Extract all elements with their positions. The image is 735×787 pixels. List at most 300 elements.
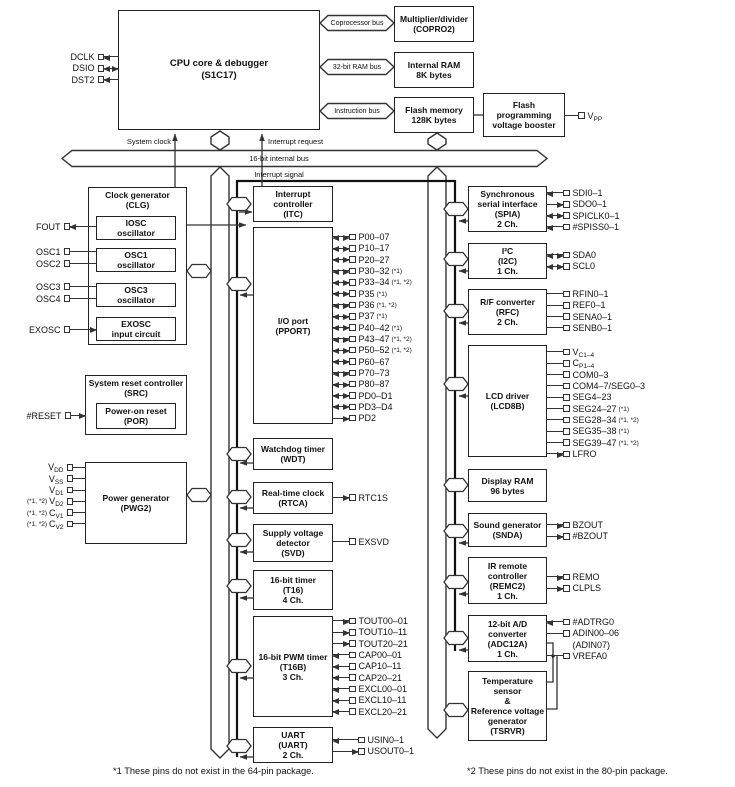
pin-row bbox=[333, 390, 412, 401]
pin-label: P70–73 bbox=[358, 367, 390, 378]
block-spi bbox=[468, 186, 547, 232]
pin-wire-icon bbox=[70, 251, 96, 252]
block-label-line: (REMC2) bbox=[489, 580, 526, 591]
pin-row bbox=[333, 288, 412, 299]
block-label-line: 1 Ch. bbox=[497, 590, 518, 601]
pin-row bbox=[68, 63, 118, 74]
pin-label: V bbox=[48, 473, 55, 484]
pin-label: V bbox=[587, 110, 594, 121]
pin-label: USOUT0–1 bbox=[367, 746, 415, 757]
left-bus-connector bbox=[211, 131, 229, 150]
pin-pad-icon bbox=[563, 371, 570, 378]
pin-wire-icon bbox=[333, 282, 349, 283]
block-label-line: generator bbox=[487, 716, 528, 726]
pin-label: DST2 bbox=[71, 74, 95, 85]
pin-footnote-ref: (*1) bbox=[391, 267, 403, 275]
pin-label: COM0–3 bbox=[572, 369, 609, 380]
pin-label: SDO0–1 bbox=[572, 199, 608, 210]
pin-wire-icon bbox=[333, 395, 349, 396]
pin-wire-icon bbox=[73, 478, 85, 479]
pin-group-pwm-timer bbox=[333, 615, 408, 717]
pin-label: SENB0–1 bbox=[572, 322, 613, 333]
pin-row bbox=[547, 571, 601, 582]
pin-label: SEG39–47 bbox=[572, 437, 617, 448]
pin-label: P20–27 bbox=[358, 254, 390, 265]
pin-row bbox=[27, 462, 85, 473]
pin-label: V bbox=[49, 496, 56, 507]
bus-tap-icon bbox=[444, 632, 468, 645]
block-label-line: (SVD) bbox=[281, 548, 305, 558]
bus-tap-icon bbox=[444, 479, 468, 492]
pin-label-sub: P1–4 bbox=[579, 363, 595, 371]
block-real-time-clock bbox=[253, 482, 333, 514]
block-16bit-timer bbox=[253, 570, 333, 610]
pin-pad-icon bbox=[358, 737, 365, 744]
block-label-line: 2 Ch. bbox=[497, 219, 518, 229]
pin-label: USIN0–1 bbox=[367, 734, 405, 745]
bus-tap-icon bbox=[187, 489, 211, 502]
pin-label: CLPLS bbox=[572, 583, 602, 594]
pin-wire-icon bbox=[547, 397, 563, 398]
pin-row-rtc1s bbox=[333, 492, 388, 503]
block-label-line: Flash bbox=[512, 100, 536, 110]
pin-row bbox=[547, 199, 620, 210]
pin-label: V bbox=[572, 346, 579, 357]
pin-label: P33–34 bbox=[358, 277, 390, 288]
pin-wire-icon bbox=[333, 316, 349, 317]
pin-group-power bbox=[27, 462, 85, 530]
pin-wire-icon bbox=[547, 442, 563, 443]
block-label-line: 2 Ch. bbox=[497, 317, 518, 327]
pin-label: C bbox=[49, 507, 56, 518]
pin-row bbox=[333, 277, 412, 288]
block-label-line: oscillator bbox=[117, 295, 155, 305]
pin-label: P40–42 bbox=[358, 322, 390, 333]
pin-row bbox=[547, 311, 612, 322]
block-label-line: voltage booster bbox=[492, 120, 556, 130]
pin-wire-icon bbox=[547, 633, 563, 634]
footnote-2: *2 These pins do not exist in the 80-pin package. bbox=[467, 766, 668, 776]
block-label-line: OSC1 bbox=[124, 250, 148, 260]
block-ir-remote-controller bbox=[468, 557, 547, 604]
pin-wire-icon bbox=[333, 677, 349, 678]
block-16bit-pwm-timer bbox=[253, 616, 333, 717]
pin-footnote-ref: (*1, *2) bbox=[391, 279, 412, 287]
pin-wire-icon bbox=[333, 259, 349, 260]
pin-wire-icon bbox=[547, 316, 563, 317]
pin-wire-icon bbox=[565, 115, 578, 116]
block-label-line: 8K bytes bbox=[416, 70, 452, 80]
block-label-line: (I2C) bbox=[498, 256, 517, 266]
pin-wire-icon bbox=[73, 512, 85, 513]
pin-pad-icon bbox=[349, 697, 356, 704]
block-label-line: (ITC) bbox=[283, 209, 303, 219]
pin-row bbox=[547, 380, 647, 391]
instruction-bus-label: Instruction bus bbox=[334, 107, 380, 115]
block-power-on-reset bbox=[96, 403, 176, 429]
block-flash-voltage-booster bbox=[483, 93, 565, 137]
pin-pad-icon bbox=[349, 538, 356, 545]
pin-pad-icon bbox=[563, 349, 570, 356]
pin-pad-icon bbox=[349, 708, 356, 715]
pin-wire-icon bbox=[333, 418, 349, 419]
pin-label: SDI0–1 bbox=[572, 187, 603, 198]
pin-row bbox=[547, 392, 647, 403]
block-label-line: Interrupt bbox=[275, 189, 311, 199]
pin-label: P80–87 bbox=[358, 379, 390, 390]
pin-label: CAP00–01 bbox=[358, 649, 403, 660]
bus-tap-icon bbox=[187, 265, 211, 278]
block-iosc-oscillator bbox=[96, 216, 176, 240]
block-label-line: CPU core & debugger bbox=[169, 58, 269, 69]
pin-label-sub: DD bbox=[54, 467, 64, 475]
pin-group-spi bbox=[547, 187, 620, 232]
pin-wire-icon bbox=[547, 419, 563, 420]
pin-row-exosc bbox=[29, 324, 96, 335]
bus-tap-icon bbox=[444, 305, 468, 318]
pin-label: SEG4–23 bbox=[572, 392, 612, 403]
block-label-line: serial interface bbox=[477, 199, 538, 209]
pin-wire-icon bbox=[70, 226, 96, 227]
pin-row bbox=[333, 243, 412, 254]
pin-label: SCL0 bbox=[572, 261, 596, 272]
block-label-line: (PPORT) bbox=[275, 325, 311, 336]
block-label-line: (ADC12A) bbox=[487, 638, 528, 649]
block-label-line: R/F converter bbox=[480, 297, 535, 307]
pin-label: VREFA0 bbox=[572, 650, 608, 661]
pin-row bbox=[333, 649, 408, 660]
pin-footnote-ref: (*1, *2) bbox=[618, 416, 639, 424]
pin-label: SEG35–38 bbox=[572, 426, 617, 437]
pin-label: PD0–D1 bbox=[358, 390, 393, 401]
pin-label: P43–47 bbox=[358, 333, 390, 344]
block-label-line: System reset controller bbox=[88, 378, 184, 388]
pin-row-reset bbox=[26, 410, 85, 421]
block-label-line: programming bbox=[496, 110, 552, 120]
pin-pad-icon bbox=[563, 405, 570, 412]
block-label-line: 3 Ch. bbox=[282, 671, 304, 682]
pin-wire-icon bbox=[333, 751, 358, 752]
pin-label: OSC3 bbox=[35, 281, 61, 292]
block-label-line: sensor bbox=[493, 686, 522, 696]
block-label-line: OSC3 bbox=[124, 285, 148, 295]
pin-wire-icon bbox=[547, 215, 563, 216]
block-label-line: (LCD8B) bbox=[490, 401, 525, 411]
pin-row bbox=[333, 367, 412, 378]
pin-label: EXSVD bbox=[358, 536, 390, 547]
pin-row bbox=[547, 531, 608, 542]
pin-wire-icon bbox=[547, 374, 563, 375]
system-clock-label: System clock bbox=[126, 137, 171, 146]
pin-wire-icon bbox=[333, 338, 349, 339]
block-label-line: 1 Ch. bbox=[497, 648, 518, 659]
block-label-line: LCD driver bbox=[485, 391, 530, 401]
pin-row-fout bbox=[36, 221, 96, 232]
pin-footnote-ref: (*1) bbox=[618, 428, 630, 436]
block-label-line: (S1C17) bbox=[201, 70, 237, 81]
pin-footnote-ref: (*1, *2) bbox=[26, 509, 48, 517]
pin-group-sound bbox=[547, 519, 608, 542]
pin-group-debug bbox=[68, 51, 118, 85]
block-label-line: I/O port bbox=[277, 315, 309, 326]
pin-row bbox=[333, 265, 412, 276]
pin-label: OSC1 bbox=[35, 246, 61, 257]
bus-tap-icon bbox=[227, 580, 251, 593]
pin-row bbox=[547, 448, 647, 459]
pin-row bbox=[333, 638, 408, 649]
pin-row bbox=[547, 437, 647, 448]
pin-row-osc3 bbox=[36, 281, 96, 292]
pin-wire-icon bbox=[333, 372, 349, 373]
pin-row-vpp bbox=[565, 110, 602, 121]
pin-label: RTC1S bbox=[358, 492, 388, 503]
block-label-line: Watchdog timer bbox=[261, 444, 325, 454]
pin-row bbox=[333, 356, 412, 367]
pin-pad-icon bbox=[349, 674, 356, 681]
block-label-line: (WDT) bbox=[280, 454, 306, 464]
coprocessor-bus-label: Coprocessor bus bbox=[330, 19, 384, 27]
pin-row bbox=[27, 484, 85, 495]
bus-tap-icon bbox=[227, 491, 251, 504]
pin-label-sub: PP bbox=[593, 115, 603, 123]
pin-wire-icon bbox=[547, 351, 563, 352]
block-temp-sensor-ref-voltage bbox=[468, 671, 547, 741]
pin-row bbox=[333, 379, 412, 390]
block-supply-voltage-detector bbox=[253, 524, 333, 562]
pin-row bbox=[547, 628, 619, 639]
pin-row bbox=[27, 496, 85, 507]
pin-label: COM4–7/SEG0–3 bbox=[572, 380, 646, 391]
block-internal-ram bbox=[394, 52, 474, 88]
pin-label: V bbox=[48, 462, 55, 473]
pin-wire-icon bbox=[547, 621, 563, 622]
pin-row bbox=[333, 661, 408, 672]
block-label-line: (POR) bbox=[123, 416, 149, 426]
pin-pad-icon bbox=[563, 325, 570, 332]
block-label-line: (PWG2) bbox=[120, 503, 152, 513]
block-label-line: detector bbox=[276, 538, 310, 548]
block-label-line: & bbox=[504, 696, 511, 706]
pin-wire-icon bbox=[70, 286, 96, 287]
pin-label: SEG24–27 bbox=[572, 403, 617, 414]
pin-row bbox=[547, 358, 647, 369]
pin-row bbox=[547, 519, 608, 530]
bus-tap-icon bbox=[227, 660, 251, 673]
block-label-line: (SPIA) bbox=[494, 209, 521, 219]
pin-row bbox=[333, 299, 412, 310]
pin-wire-icon bbox=[547, 536, 563, 537]
block-label-line: 96 bytes bbox=[490, 485, 525, 496]
pin-footnote-ref: (*1) bbox=[376, 313, 387, 321]
pin-wire-icon bbox=[104, 79, 118, 80]
block-label-line: Internal RAM bbox=[407, 60, 461, 70]
block-label-line: Multiplier/divider bbox=[399, 14, 468, 24]
pin-row-osc2 bbox=[36, 258, 96, 269]
pin-pad-icon bbox=[563, 360, 570, 367]
bus-tap-icon bbox=[444, 525, 468, 538]
pin-row bbox=[547, 583, 601, 594]
block-label-line: Clock generator bbox=[105, 190, 170, 200]
pin-row bbox=[333, 746, 414, 757]
block-label-line: 1 Ch. bbox=[497, 266, 518, 276]
pin-label: C bbox=[572, 358, 579, 369]
pin-wire-icon bbox=[333, 688, 349, 689]
pin-wire-icon bbox=[333, 739, 358, 740]
pin-pad-icon bbox=[563, 190, 570, 197]
pin-pad-icon bbox=[563, 302, 570, 309]
block-label-line: (RFC) bbox=[495, 307, 520, 317]
bus-tap-icon bbox=[444, 704, 468, 717]
block-label-line: Synchronous bbox=[480, 189, 535, 199]
pin-wire-icon bbox=[333, 632, 349, 633]
pin-label: DCLK bbox=[70, 51, 95, 62]
block-label-line: (T16) bbox=[282, 585, 304, 595]
pin-pad-icon bbox=[563, 439, 570, 446]
pin-wire-icon bbox=[547, 254, 563, 255]
pin-row bbox=[547, 261, 596, 272]
block-ad-converter bbox=[468, 615, 547, 662]
pin-wire-icon bbox=[547, 363, 563, 364]
pin-label: DSIO bbox=[72, 63, 95, 74]
pin-pad-icon bbox=[563, 630, 570, 637]
pin-row bbox=[333, 254, 412, 265]
pin-label: TOUT20–21 bbox=[358, 638, 408, 649]
pin-pad-icon bbox=[563, 394, 570, 401]
pin-row bbox=[547, 650, 619, 661]
pin-label: FOUT bbox=[36, 221, 61, 232]
bus-tap-icon bbox=[227, 198, 251, 211]
block-label-line: 128K bytes bbox=[411, 115, 457, 125]
pin-label-sub: SS bbox=[54, 478, 64, 486]
block-exosc-input bbox=[96, 317, 176, 341]
pin-row bbox=[333, 627, 408, 638]
block-watchdog-timer bbox=[253, 438, 333, 470]
pin-row bbox=[547, 403, 647, 414]
pin-row bbox=[333, 672, 408, 683]
block-label-line: Power generator bbox=[102, 493, 170, 503]
block-label-line: controller bbox=[273, 199, 313, 209]
pin-footnote-ref: (*1) bbox=[618, 405, 630, 413]
pin-label: CAP20–21 bbox=[358, 672, 403, 683]
block-io-port bbox=[253, 227, 333, 424]
block-label-line: oscillator bbox=[117, 228, 155, 238]
block-label-line: Sound generator bbox=[473, 520, 542, 530]
pin-row bbox=[547, 426, 647, 437]
pin-pad-icon bbox=[349, 686, 356, 693]
pin-label: P36 bbox=[358, 299, 375, 310]
pin-label-sub: D2 bbox=[55, 501, 64, 509]
block-label-line: Supply voltage bbox=[262, 528, 324, 538]
block-label-line: IOSC bbox=[125, 218, 147, 228]
block-label-line: 12-bit A/D bbox=[487, 618, 528, 629]
pin-wire-icon bbox=[333, 700, 349, 701]
pin-label: REF0–1 bbox=[572, 300, 606, 311]
pin-label: P00–07 bbox=[358, 231, 390, 242]
pin-row bbox=[333, 311, 412, 322]
block-osc3-oscillator bbox=[96, 283, 176, 307]
pin-group-lcd bbox=[547, 346, 647, 459]
block-label-line: (SNDA) bbox=[492, 530, 523, 540]
pin-label: OSC4 bbox=[35, 293, 61, 304]
block-label-line: Flash memory bbox=[405, 105, 463, 115]
pin-wire-icon bbox=[547, 588, 563, 589]
pin-row bbox=[547, 322, 612, 333]
pin-row bbox=[547, 187, 620, 198]
interrupt-request-label: Interrupt request bbox=[268, 137, 324, 146]
pin-group-uart bbox=[333, 734, 414, 757]
internal-bus-label: 16-bit internal bus bbox=[249, 154, 309, 163]
block-label-line: Display RAM bbox=[481, 475, 534, 486]
pin-pad-icon bbox=[563, 291, 570, 298]
pin-row bbox=[333, 322, 412, 333]
block-label-line: I²C bbox=[501, 246, 514, 256]
pin-wire-icon bbox=[104, 56, 118, 57]
pin-label: REMO bbox=[572, 571, 600, 582]
pin-label: EXCL10–11 bbox=[358, 695, 407, 706]
pin-wire-icon bbox=[547, 293, 563, 294]
pin-footnote-ref: (*1) bbox=[376, 290, 387, 298]
pin-label: PD3–D4 bbox=[358, 401, 393, 412]
block-label-line: input circuit bbox=[111, 329, 161, 339]
pin-label: #ADTRG0 bbox=[572, 616, 615, 627]
pin-group-ir-remote bbox=[547, 571, 601, 594]
bus-tap-icon bbox=[227, 534, 251, 547]
pin-label: #BZOUT bbox=[572, 531, 609, 542]
bus-tap-icon bbox=[444, 378, 468, 391]
pin-row-osc4 bbox=[36, 293, 96, 304]
pin-label: SPICLK0–1 bbox=[572, 210, 620, 221]
pin-pad-icon bbox=[563, 619, 570, 626]
bus-tap-icon bbox=[227, 278, 251, 291]
pin-label: EXOSC bbox=[28, 324, 61, 335]
pin-wire-icon bbox=[333, 406, 349, 407]
pin-wire-icon bbox=[333, 497, 349, 498]
pin-row bbox=[68, 74, 118, 85]
pin-wire-icon bbox=[333, 654, 349, 655]
block-label-line: (RTCA) bbox=[278, 498, 308, 508]
pin-row bbox=[547, 414, 647, 425]
ram-bus-label: 32-bit RAM bus bbox=[332, 63, 382, 71]
block-label-line: 2 Ch. bbox=[282, 750, 304, 760]
pin-label: RFIN0–1 bbox=[572, 288, 609, 299]
pin-row bbox=[547, 616, 619, 627]
pin-wire-icon bbox=[547, 327, 563, 328]
pin-wire-icon bbox=[547, 576, 563, 577]
pin-wire-icon bbox=[333, 236, 349, 237]
bus-tap-icon bbox=[444, 576, 468, 589]
pin-row bbox=[547, 369, 647, 380]
pin-pad-icon bbox=[578, 112, 585, 119]
pin-label: ADIN00–06 bbox=[572, 628, 620, 639]
block-label-line: Temperature bbox=[482, 676, 533, 686]
pin-label: P35 bbox=[358, 288, 375, 299]
pin-row bbox=[547, 639, 619, 650]
pin-footnote-ref: (*1) bbox=[391, 324, 403, 332]
pin-label: P50–52 bbox=[358, 345, 390, 356]
bus-tap-icon bbox=[227, 740, 251, 753]
pin-group-adc bbox=[547, 616, 619, 661]
pin-row bbox=[333, 683, 408, 694]
pin-footnote-ref: (*1, *2) bbox=[26, 520, 48, 528]
pin-group-i2c bbox=[547, 249, 596, 272]
pin-wire-icon bbox=[547, 266, 563, 267]
block-osc1-oscillator bbox=[96, 248, 176, 272]
bus-tap-icon bbox=[227, 448, 251, 461]
pin-row bbox=[333, 333, 412, 344]
pin-label: #RESET bbox=[26, 410, 62, 421]
pin-footnote-ref: (*1, *2) bbox=[376, 301, 397, 309]
pin-label: #SPISS0–1 bbox=[572, 221, 620, 232]
